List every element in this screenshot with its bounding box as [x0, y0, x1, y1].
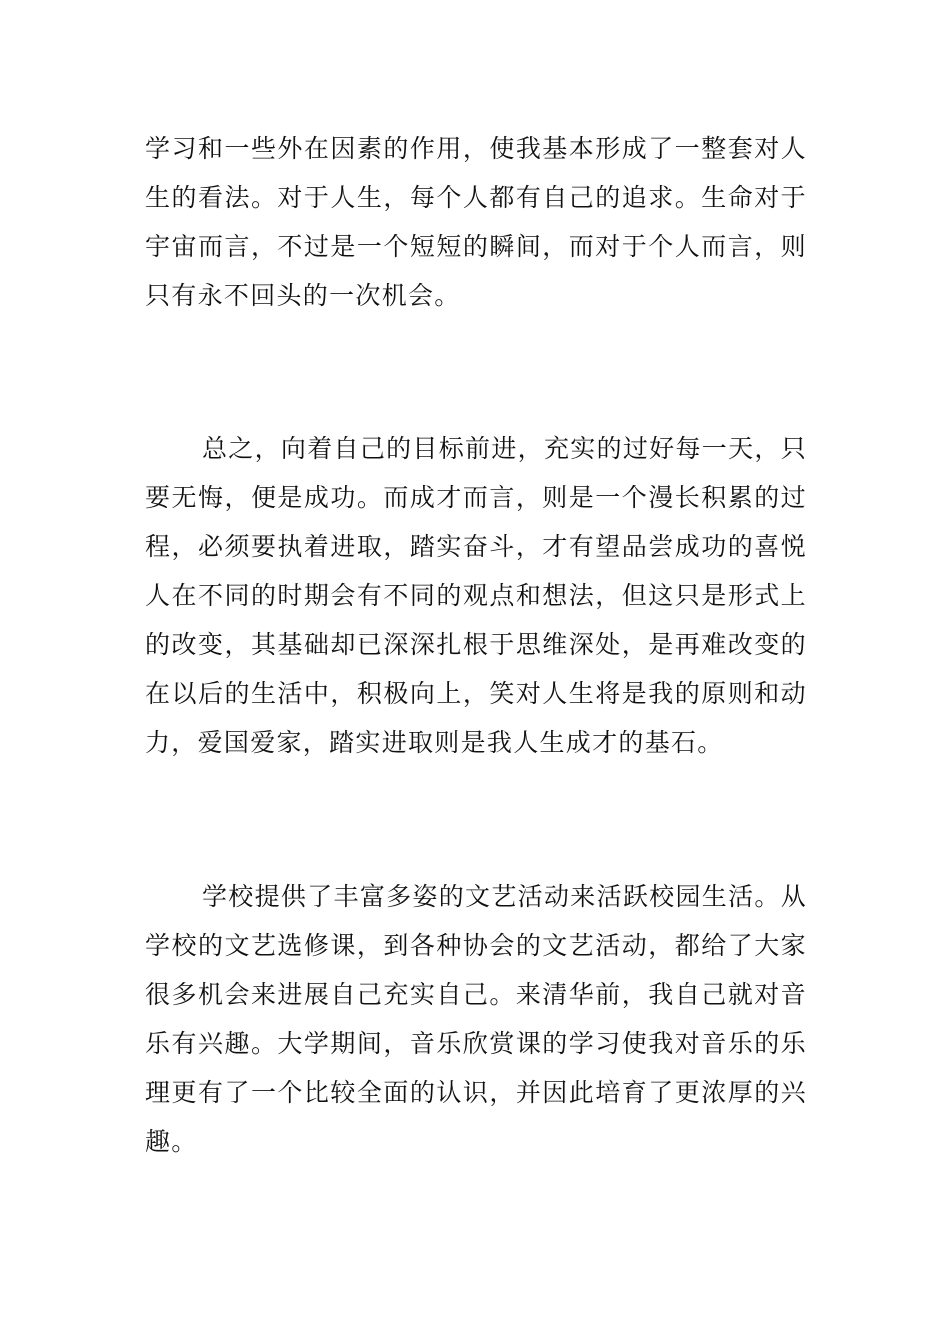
- text-line: 理更有了一个比较全面的认识，并因此培育了更浓厚的兴: [145, 1078, 807, 1107]
- text-line: 学校的文艺选修课，到各种协会的文艺活动，都给了大家: [145, 931, 807, 960]
- text-line: 很多机会来进展自己充实自己。来清华前，我自己就对音: [145, 980, 807, 1009]
- text-line: 总之，向着自己的目标前进，充实的过好每一天，只: [202, 434, 807, 463]
- text-line: 学习和一些外在因素的作用，使我基本形成了一整套对人: [145, 134, 807, 163]
- text-line: 要无悔，便是成功。而成才而言，则是一个漫长积累的过: [145, 483, 807, 512]
- text-line: 人在不同的时期会有不同的观点和想法，但这只是形式上: [145, 581, 807, 610]
- text-line: 宇宙而言，不过是一个短短的瞬间，而对于个人而言，则: [145, 232, 807, 261]
- text-line: 乐有兴趣。大学期间，音乐欣赏课的学习使我对音乐的乐: [145, 1029, 807, 1058]
- text-line: 力，爱国爱家，踏实进取则是我人生成才的基石。: [145, 728, 724, 757]
- text-line: 只有永不回头的一次机会。: [145, 281, 461, 310]
- text-line: 的改变，其基础却已深深扎根于思维深处，是再难改变的: [145, 630, 807, 659]
- text-line: 学校提供了丰富多姿的文艺活动来活跃校园生活。从: [202, 882, 807, 911]
- text-line: 趣。: [145, 1127, 198, 1156]
- paragraph-2: [145, 424, 807, 767]
- paragraph-3: [145, 872, 807, 1166]
- paragraph-1: [145, 124, 807, 320]
- text-line: 生的看法。对于人生，每个人都有自己的追求。生命对于: [145, 183, 807, 212]
- text-line: 程，必须要执着进取，踏实奋斗，才有望品尝成功的喜悦: [145, 532, 807, 561]
- text-line: 在以后的生活中，积极向上，笑对人生将是我的原则和动: [145, 679, 807, 708]
